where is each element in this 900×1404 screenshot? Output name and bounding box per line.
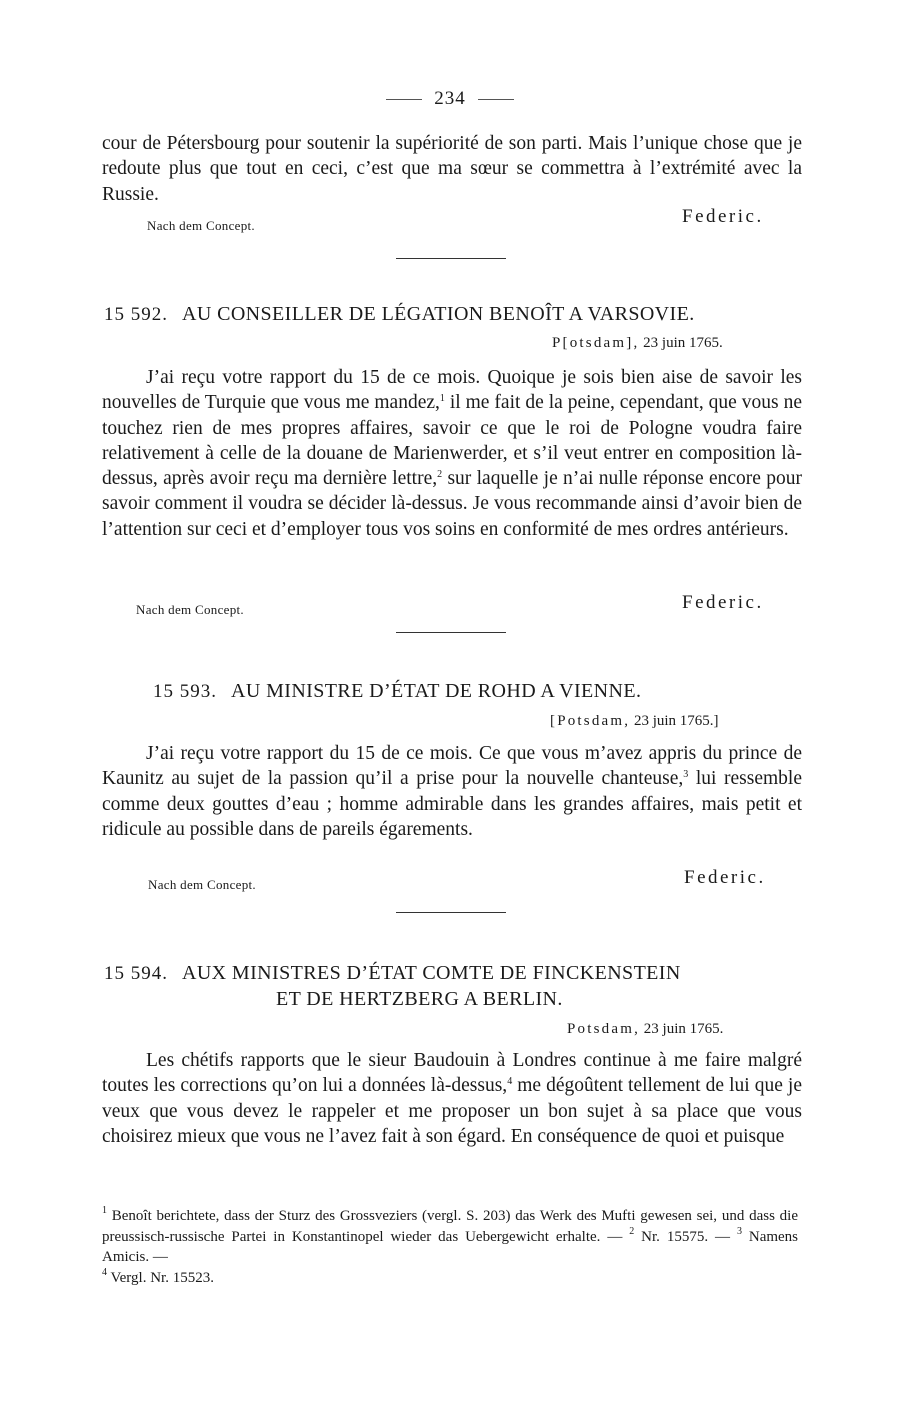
- continuation-concept: Nach dem Concept.: [147, 218, 255, 233]
- letter-concept: Nach dem Concept.: [136, 602, 244, 617]
- letter-date: 23 juin 1765.]: [633, 713, 719, 729]
- footnote-mark: 2: [629, 1225, 635, 1237]
- letter-number: 15 592.: [104, 304, 168, 325]
- letter-heading: [104, 962, 681, 985]
- page-number-dash-left: [386, 99, 422, 100]
- section-divider: [396, 912, 506, 913]
- footnote-ref: 2: [437, 469, 443, 481]
- letter-body: [102, 1048, 802, 1149]
- letter-signature: Federic.: [684, 867, 766, 888]
- letter-place: P[otsdam],: [552, 335, 640, 351]
- footnote-text: Namens Amicis. —: [102, 1228, 799, 1265]
- letter-heading: [104, 303, 695, 326]
- letter-paragraph: [102, 741, 802, 842]
- letter-text: lui ressemble comme deux gouttes d’eau ; homme admirable dans les grandes affaires, mais petit et ridicule au possible dans de pareils égarements.: [102, 768, 802, 840]
- letter-title: AU CONSEILLER DE LÉGATION BENOÎT A VARSOVIE.: [182, 303, 695, 325]
- continuation-paragraph: cour de Pétersbourg pour soutenir la supériorité de son parti. Mais l’unique chose que je redoute plus que tout en ceci, c’est que ma sœur se commettra à l’extrémité avec la Russie.: [102, 133, 802, 205]
- letter-dateline: [550, 713, 719, 730]
- letter-text: J’ai reçu votre rapport du 15 de ce mois. Quoique je sois bien aise de savoir les nouvelles de Turquie que vous me mandez,: [102, 367, 802, 414]
- footnote-text: Benoît berichtete, dass der Sturz des Grossveziers (vergl. S. 203) das Werk des Mufti gewesen sei, und dass die preussisch-russische Partei in Konstantinopel wieder das Uebergewicht erhalte. —: [102, 1208, 798, 1245]
- letter-title-line2: ET DE HERTZBERG A BERLIN.: [276, 988, 563, 1010]
- letter-text: J’ai reçu votre rapport du 15 de ce mois. Ce que vous m’avez appris du prince de Kaunitz au sujet de la passion qu’il a prise pour la nouvelle chanteuse,: [102, 743, 802, 790]
- page-number: [0, 88, 900, 110]
- letter-date: 23 juin 1765.: [643, 335, 723, 351]
- letter-heading: [153, 680, 641, 703]
- letter-body: [102, 365, 802, 542]
- footnote-text: Vergl. Nr. 15523.: [107, 1269, 214, 1286]
- footnote-ref: 3: [683, 769, 689, 781]
- letter-signature: Federic.: [682, 592, 764, 613]
- letter-number: 15 593.: [153, 681, 217, 702]
- letter-text: sur laquelle je n’ai nulle réponse encore pour savoir comment il voudra se décider là-dessus. Je vous recommande ainsi d’avoir bien de l’attention sur ceci et d’employer tous vos soins en conformité de mes ordres antérieurs.: [102, 468, 803, 540]
- footnote-block: [102, 1206, 798, 1288]
- letter-place: [Potsdam,: [550, 713, 631, 729]
- letter-paragraph: [102, 1048, 802, 1149]
- letter-concept: Nach dem Concept.: [148, 877, 256, 892]
- letter-dateline: [552, 335, 723, 352]
- letter-text: me dégoûtent tellement de lui que je veux que vous devez le rappeler et me proposer un bon sujet à sa place que vous choisirez mieux que vous ne l’avez fait à son égard. En conséquence de quoi et puisque: [102, 1075, 802, 1147]
- letter-place: Potsdam,: [567, 1021, 641, 1037]
- continuation-signature: Federic.: [682, 206, 764, 227]
- letter-number: 15 594.: [104, 963, 168, 984]
- page-number-dash-right: [478, 99, 514, 100]
- section-divider: [396, 632, 506, 633]
- footnotes: [102, 1206, 798, 1288]
- page-number-value: 234: [434, 88, 466, 109]
- letter-body: [102, 741, 802, 842]
- section-divider: [396, 258, 506, 259]
- letter-dateline: [567, 1021, 723, 1038]
- footnote-ref: 4: [507, 1076, 513, 1088]
- footnote-text: Nr. 15575. —: [634, 1228, 737, 1245]
- letter-text: Les chétifs rapports que le sieur Baudouin à Londres continue à me faire malgré toutes les corrections qu’on lui a données là-dessus,: [102, 1050, 802, 1097]
- letter-date: 23 juin 1765.: [643, 1021, 724, 1037]
- footnote-ref: 1: [439, 393, 445, 405]
- footnote-mark: 3: [736, 1225, 742, 1237]
- letter-title: AUX MINISTRES D’ÉTAT COMTE DE FINCKENSTEIN: [182, 962, 681, 984]
- footnote-mark: 1: [102, 1205, 107, 1216]
- continuation-text: [102, 131, 802, 207]
- footnote-mark: 4: [102, 1266, 107, 1278]
- letter-text: il me fait de la peine, cependant, que vous ne touchez rien de mes propres affaires, savoir ce que le roi de Pologne voudra faire relativement à celle de la douane de Marienwerder, et s’il veut entrer en composition là-dessus, après avoir reçu ma dernière lettre,: [102, 392, 802, 490]
- letter-title: AU MINISTRE D’ÉTAT DE ROHD A VIENNE.: [231, 680, 642, 702]
- letter-paragraph: [102, 365, 802, 542]
